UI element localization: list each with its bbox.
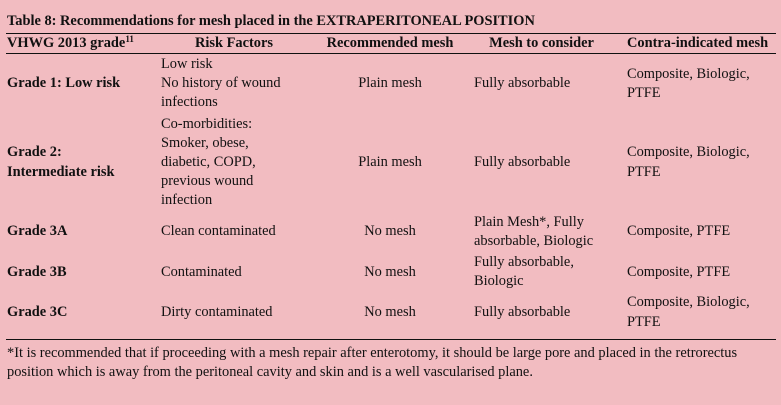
table-header-row — [6, 34, 776, 54]
contra-indicated-mesh-cell — [619, 252, 776, 292]
header-contra-indicated-mesh: Contra-indicated mesh — [619, 34, 776, 54]
contra-indicated-mesh-cell — [619, 114, 776, 212]
grade-cell — [6, 114, 152, 212]
risk-factor-line: infection — [161, 192, 213, 209]
mesh-to-consider-cell — [464, 292, 619, 332]
mesh-to-consider-cell — [464, 114, 619, 212]
contra-indicated-line: PTFE — [627, 163, 661, 180]
contra-indicated-line: PTFE — [627, 313, 661, 330]
mesh-to-consider-line: Fully absorbable — [474, 75, 571, 92]
header-grade-label: VHWG 2013 grade — [7, 35, 126, 51]
table-row — [6, 114, 776, 212]
risk-factor-line: Dirty contaminated — [161, 304, 273, 321]
risk-factor-line: No history of wound — [161, 75, 281, 92]
recommended-mesh-cell: Plain mesh — [358, 154, 422, 171]
mesh-to-consider-cell — [464, 54, 619, 114]
table-row — [6, 252, 776, 292]
contra-indicated-line: Composite, Biologic, — [627, 294, 750, 311]
grade-cell: Grade 1: Low risk — [7, 75, 121, 92]
recommended-mesh-cell: No mesh — [364, 263, 416, 280]
mesh-to-consider-line: Fully absorbable — [474, 304, 571, 321]
risk-factor-line: diabetic, COPD, — [161, 154, 256, 171]
risk-factor-line: previous wound — [161, 173, 254, 190]
risk-factors-cell — [152, 212, 316, 252]
contra-indicated-mesh-cell — [619, 54, 776, 114]
header-grade — [6, 34, 152, 54]
table-body — [6, 54, 776, 333]
table-footnote: *It is recommended that if proceeding with a mesh repair after enterotomy, it should be large pore and placed in the retrorectus position which is away from the peritoneal cavity and skin and is a well vascularised plane. — [6, 339, 776, 383]
grade-cell: Grade 3B — [7, 263, 67, 280]
header-risk-factors: Risk Factors — [152, 34, 316, 54]
risk-factor-line: Clean contaminated — [161, 223, 276, 240]
contra-indicated-mesh-cell — [619, 212, 776, 252]
table-caption: Table 8: Recommendations for mesh placed in the EXTRAPERITONEAL POSITION — [7, 13, 535, 29]
recommended-mesh-cell: No mesh — [364, 304, 416, 321]
mesh-to-consider-line: Fully absorbable — [474, 154, 571, 171]
mesh-to-consider-line: absorbable, Biologic — [474, 232, 594, 249]
header-grade-reference: 11 — [125, 34, 134, 44]
header-mesh-to-consider: Mesh to consider — [464, 34, 619, 54]
contra-indicated-line: Composite, Biologic, — [627, 144, 750, 161]
risk-factor-line: Low risk — [161, 56, 213, 72]
contra-indicated-mesh-cell — [619, 292, 776, 332]
recommended-mesh-cell: Plain mesh — [358, 75, 422, 92]
grade-cell: Grade 3C — [7, 304, 68, 321]
table-row — [6, 212, 776, 252]
mesh-to-consider-line: Fully absorbable, — [474, 254, 574, 271]
recommended-mesh-cell: No mesh — [364, 223, 416, 240]
risk-factor-line: infections — [161, 94, 218, 111]
mesh-recommendation-table — [6, 33, 776, 333]
contra-indicated-line: PTFE — [627, 84, 661, 101]
mesh-to-consider-cell — [464, 252, 619, 292]
mesh-to-consider-line: Biologic — [474, 273, 524, 290]
mesh-to-consider-cell — [464, 212, 619, 252]
risk-factors-cell — [152, 54, 316, 114]
risk-factors-cell — [152, 292, 316, 332]
risk-factors-cell — [152, 252, 316, 292]
risk-factor-line: Co-morbidities: — [161, 115, 253, 132]
table-row — [6, 54, 776, 114]
contra-indicated-line: Composite, PTFE — [627, 223, 731, 240]
risk-factor-line: Smoker, obese, — [161, 134, 249, 151]
table-row — [6, 292, 776, 332]
contra-indicated-line: Composite, PTFE — [627, 263, 731, 280]
mesh-to-consider-line: Plain Mesh*, Fully — [474, 213, 584, 230]
contra-indicated-line: Composite, Biologic, — [627, 65, 750, 82]
grade-line: Intermediate risk — [7, 163, 115, 180]
risk-factors-cell — [152, 114, 316, 212]
risk-factor-line: Contaminated — [161, 263, 242, 280]
grade-line: Grade 2: — [7, 144, 62, 161]
header-recommended-mesh: Recommended mesh — [316, 34, 464, 54]
grade-cell: Grade 3A — [7, 223, 68, 240]
